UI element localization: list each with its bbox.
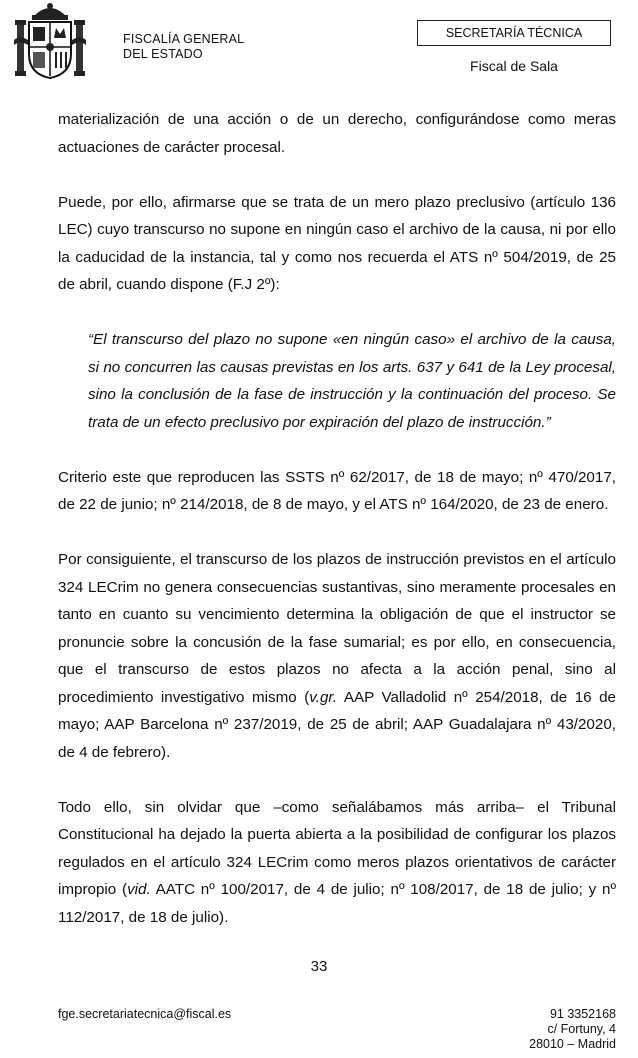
department-box: SECRETARÍA TÉCNICA bbox=[417, 20, 611, 46]
paragraph-6-text-b: AATC nº 100/2017, de 4 de julio; nº 108/2017, de 18 de julio; y nº 112/2017, de 18 de julio). bbox=[58, 881, 616, 926]
footer-phone: 91 3352168 bbox=[549, 1007, 616, 1021]
paragraph-6-text-a: Todo ello, sin olvidar que –como señalábamos más arriba– el Tribunal Constitucional ha dejado la puerta abierta a la posibilidad de configurar los plazos regulados en el artículo 324 LECrim como meros plazos orientativos de carácter impropio ( bbox=[58, 798, 616, 898]
paragraph-6-italic: vid. bbox=[127, 881, 151, 898]
block-quote: “El transcurso del plazo no supone «en ningún caso» el archivo de la causa, si no concurren las causas previstas en los arts. 637 y 641 de la Ley procesal, sino la conclusión de la fase de instrucción y la continuación del proceso. Se trata de un efecto preclusivo por expiración del plazo de instrucción.” bbox=[88, 331, 616, 431]
coat-of-arms-icon bbox=[14, 2, 86, 80]
paragraph-5 bbox=[58, 546, 616, 766]
footer-city: 28010 – Madrid bbox=[529, 1037, 616, 1051]
page-number: 33 bbox=[310, 958, 328, 975]
paragraph-6 bbox=[58, 794, 616, 932]
subtitle: Fiscal de Sala bbox=[470, 58, 558, 74]
footer-email[interactable]: fge.secretariatecnica@fiscal.es bbox=[58, 1007, 232, 1021]
paragraph-5-text-b: AAP Valladolid nº 254/2018, de 16 de mayo; AAP Barcelona nº 237/2019, de 25 de abril; AAP Guadalajara nº 43/2020, de 4 de febrero). bbox=[58, 688, 616, 761]
footer-address bbox=[529, 1007, 616, 1052]
paragraph-5-italic: v.gr. bbox=[309, 688, 338, 706]
paragraph-4: Criterio este que reproducen las SSTS nº 62/2017, de 18 de mayo; nº 470/2017, de 22 de junio; nº 214/2018, de 8 de mayo, y el ATS nº 164/2020, de 23 de enero. bbox=[58, 468, 616, 513]
document-body bbox=[58, 106, 616, 959]
paragraph-1: materialización de una acción o de un derecho, configurándose como meras actuaciones de carácter procesal. bbox=[58, 111, 616, 156]
org-line-2: DEL ESTADO bbox=[123, 47, 203, 61]
paragraph-2: Puede, por ello, afirmarse que se trata de un mero plazo preclusivo (artículo 136 LEC) cuyo transcurso no supone en ningún caso el archivo de la causa, ni por ello la caducidad de la instancia, tal y como nos recuerda el ATS nº 504/2019, de 25 de abril, cuando dispone (F.J 2º): bbox=[58, 193, 616, 293]
organization-name bbox=[123, 32, 244, 62]
footer-street: c/ Fortuny, 4 bbox=[547, 1022, 616, 1036]
paragraph-5-text-a: Por consiguiente, el transcurso de los plazos de instrucción previstos en el artículo 324 LECrim no genera consecuencias sustantivas, sino meramente procesales en tanto en cuanto su vencimiento determina la obligación de que el instructor se pronuncie sobre la concusión de la fase sumarial; es por ello, en consecuencia, que el transcurso de estos plazos no afecta a la acción penal, sino al procedimiento investigativo mismo ( bbox=[58, 551, 616, 706]
org-line-1: FISCALÍA GENERAL bbox=[123, 32, 245, 46]
